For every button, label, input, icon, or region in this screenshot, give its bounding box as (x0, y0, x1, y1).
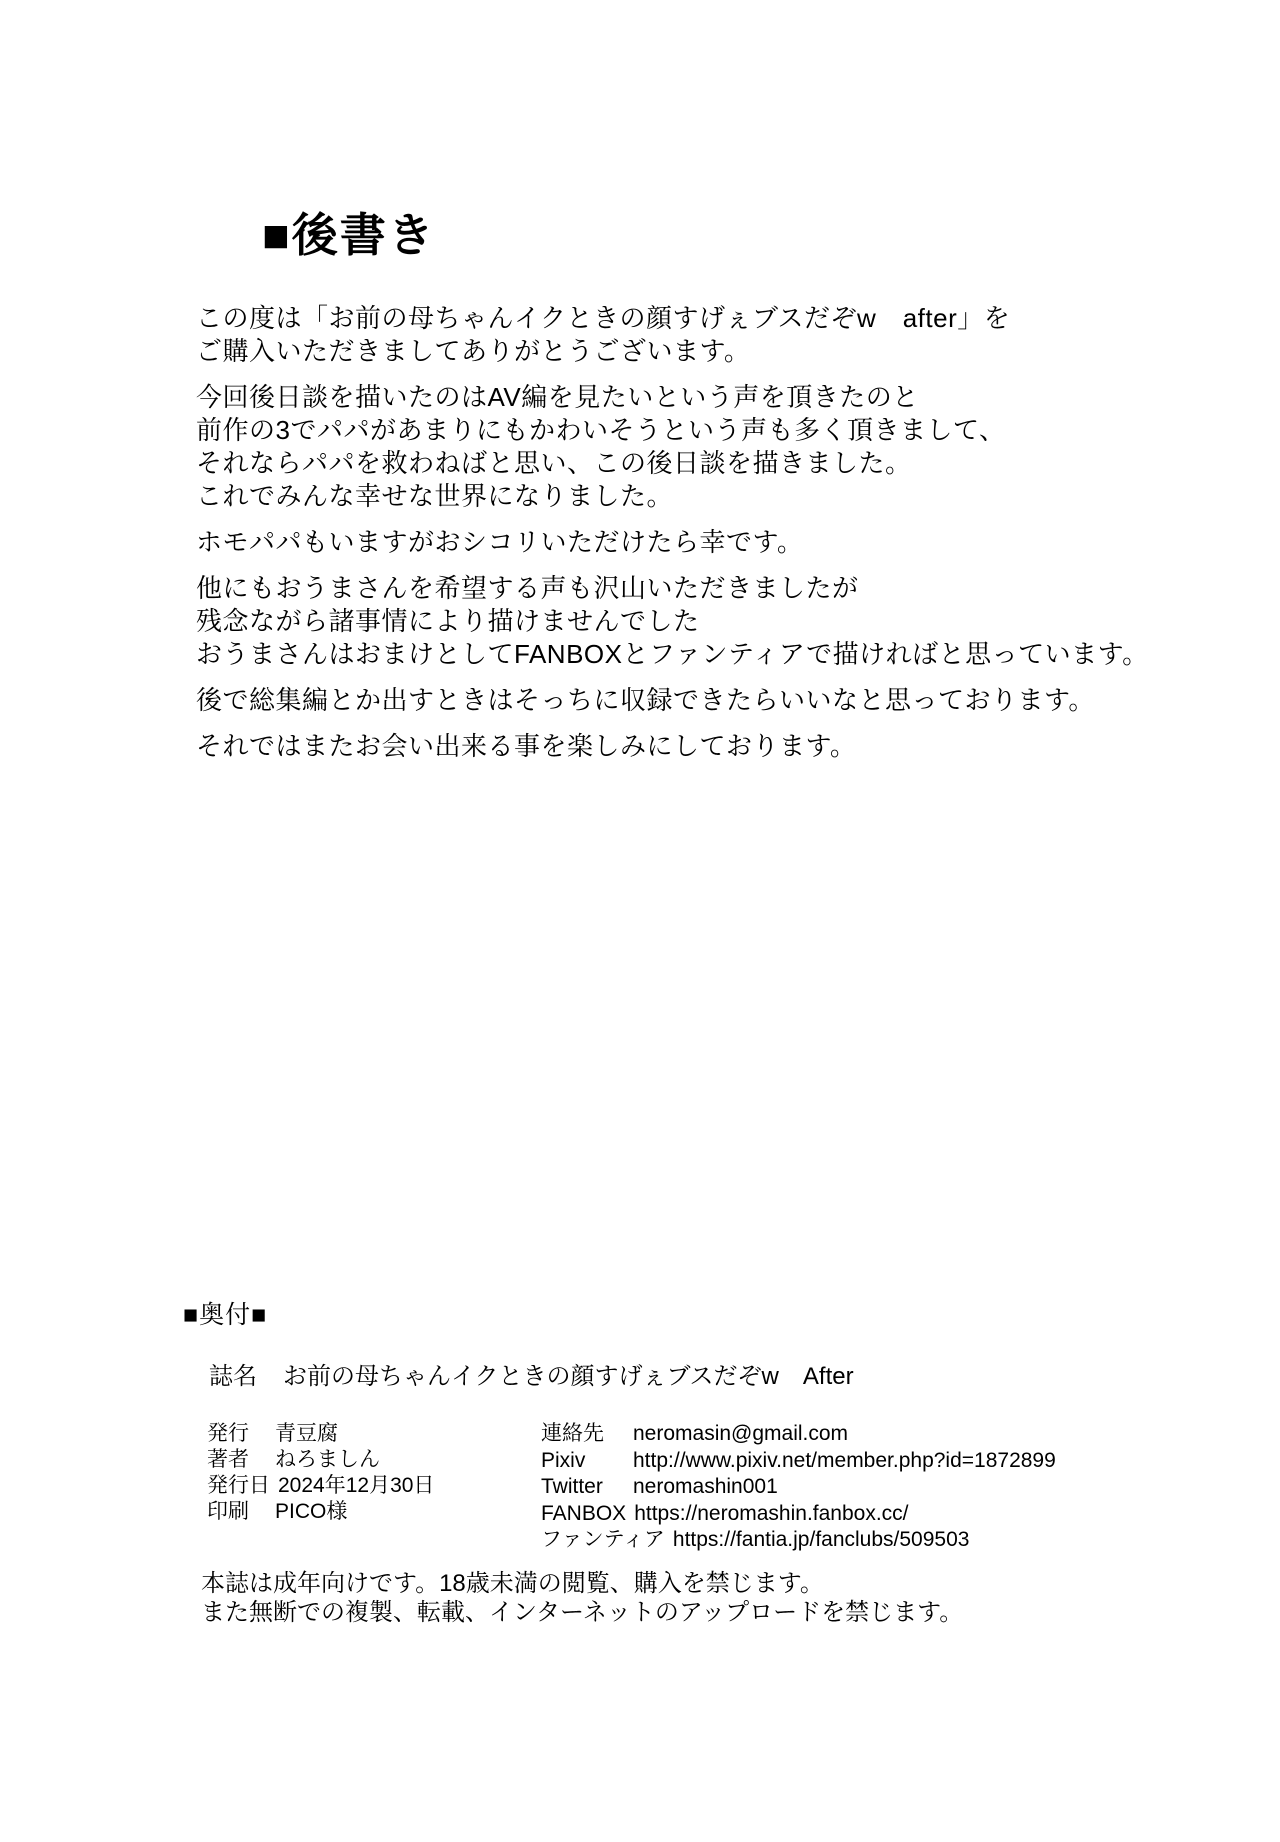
contact-label: 連絡先 (541, 1422, 604, 1445)
afterword-line: 後で総集編とか出すときはそっちに収録できたらいいなと思っております。 (196, 685, 1095, 715)
afterword-body (196, 302, 1149, 776)
afterword-paragraph (196, 526, 1149, 559)
afterword-line: この度は「お前の母ちゃんイクときの顔すげぇブスだぞw after」を (196, 303, 1011, 333)
printer-value: PICO様 (275, 1500, 348, 1523)
afterword-line: 前作の3でパパがあまりにもかわいそうという声も多く頂きまして、 (196, 415, 1006, 445)
pixiv-row (541, 1448, 1056, 1475)
printer-row (207, 1499, 434, 1525)
afterword-line: 今回後日談を描いたのはAV編を見たいという声を頂きたのと (196, 382, 919, 412)
colophon-right-column (541, 1421, 1056, 1554)
book-title-label: 誌名 (209, 1363, 257, 1390)
fantia-row (541, 1527, 1056, 1554)
publisher-label: 発行 (207, 1422, 249, 1445)
publish-date-value: 2024年12月30日 (278, 1474, 435, 1497)
afterword-line: それならパパを救わねばと思い、この後日談を描きました。 (196, 448, 912, 478)
afterword-line: それではまたお会い出来る事を楽しみにしております。 (196, 731, 857, 761)
fanbox-row (541, 1501, 1056, 1528)
colophon-header: ■奥付■ (183, 1301, 268, 1329)
notice-line: また無断での複製、転載、インターネットのアップロードを禁じます。 (201, 1599, 964, 1626)
age-restriction-notice (201, 1569, 963, 1627)
colophon-left-column (207, 1421, 434, 1525)
contact-row (541, 1421, 1056, 1448)
author-value: ねろましん (275, 1448, 380, 1471)
pixiv-url: http://www.pixiv.net/member.php?id=1872899 (633, 1448, 1056, 1472)
book-title: お前の母ちゃんイクときの顔すげぇブスだぞw After (283, 1363, 854, 1390)
afterword-line: おうまさんはおまけとしてFANBOXとファンティアで描ければと思っています。 (196, 639, 1149, 669)
publish-date-row (207, 1473, 434, 1499)
fantia-url: https://fantia.jp/fanclubs/509503 (672, 1528, 970, 1551)
author-row (207, 1447, 434, 1473)
afterword-title: ■後書き (262, 208, 436, 261)
fantia-label: ファンティア (541, 1528, 665, 1551)
author-label: 著者 (207, 1448, 249, 1471)
notice-line: 本誌は成年向けです。18歳未満の閲覧、購入を禁じます。 (201, 1570, 824, 1597)
afterword-line: ご購入いただきましてありがとうございます。 (196, 336, 751, 366)
afterword-paragraph (196, 572, 1149, 671)
publish-date-label: 発行日 (207, 1474, 270, 1497)
fanbox-label: FANBOX (541, 1501, 627, 1525)
afterword-line: これでみんな幸せな世界になりました。 (196, 481, 674, 511)
twitter-row (541, 1474, 1056, 1501)
publisher-value: 青豆腐 (275, 1422, 338, 1445)
afterword-line: 他にもおうまさんを希望する声も沢山いただきましたが (196, 573, 859, 603)
twitter-handle: neromashin001 (633, 1475, 778, 1498)
afterword-paragraph (196, 302, 1149, 368)
afterword-paragraph (196, 381, 1149, 513)
afterword-paragraph (196, 684, 1149, 717)
pixiv-label: Pixiv (541, 1448, 586, 1472)
fanbox-url: https://neromashin.fanbox.cc/ (634, 1501, 909, 1525)
publisher-row (207, 1421, 434, 1447)
afterword-line: ホモパパもいますがおシコリいただけたら幸です。 (196, 527, 804, 557)
afterword-line: 残念ながら諸事情により描けませんでした (196, 606, 700, 636)
afterword-paragraph (196, 730, 1149, 763)
twitter-label: Twitter (541, 1475, 603, 1498)
book-title-row (209, 1356, 854, 1391)
printer-label: 印刷 (207, 1500, 249, 1523)
contact-email: neromasin@gmail.com (633, 1422, 849, 1445)
